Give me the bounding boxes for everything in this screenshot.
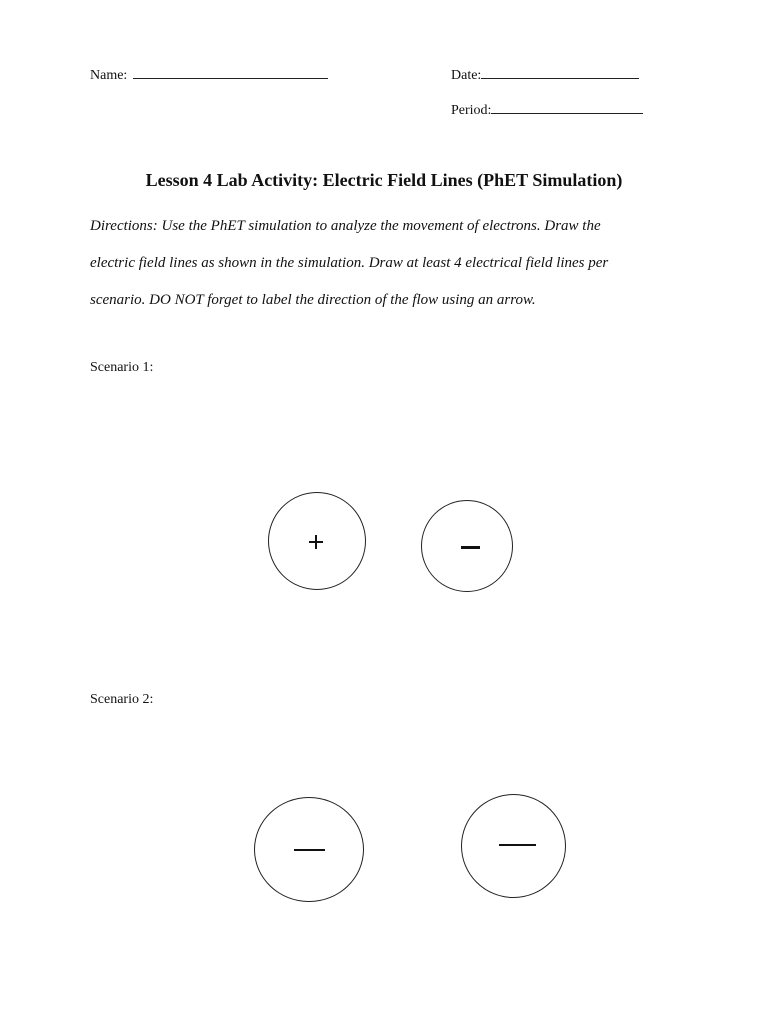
date-blank[interactable]: [481, 66, 639, 79]
name-label: Name:: [90, 68, 128, 83]
minus-icon: [255, 798, 363, 901]
page-title: Lesson 4 Lab Activity: Electric Field Lines (PhET Simulation): [145, 170, 623, 190]
positive-charge-circle: [268, 492, 366, 590]
scenario-1-label: Scenario 1:: [90, 360, 154, 375]
negative-charge-circle: [421, 500, 513, 592]
name-blank[interactable]: [133, 66, 328, 79]
minus-icon: [422, 501, 512, 591]
scenario-2-label: Scenario 2:: [90, 692, 154, 707]
period-label: Period:: [451, 103, 492, 118]
period-field[interactable]: [451, 101, 643, 119]
plus-icon: [269, 493, 365, 589]
minus-icon: [462, 795, 565, 897]
directions-line-3: scenario. DO NOT forget to label the direction of the flow using an arrow.: [90, 292, 536, 308]
date-field[interactable]: [451, 66, 639, 84]
date-label: Date:: [451, 68, 482, 83]
name-field[interactable]: [90, 66, 328, 84]
period-blank[interactable]: [491, 101, 643, 114]
directions: [90, 208, 690, 319]
directions-line-1: Directions: Use the PhET simulation to analyze the movement of electrons. Draw the: [90, 218, 601, 234]
negative-charge-circle: [461, 794, 566, 898]
negative-charge-circle: [254, 797, 364, 902]
directions-line-2: electric field lines as shown in the simulation. Draw at least 4 electrical field lines per: [90, 255, 609, 271]
